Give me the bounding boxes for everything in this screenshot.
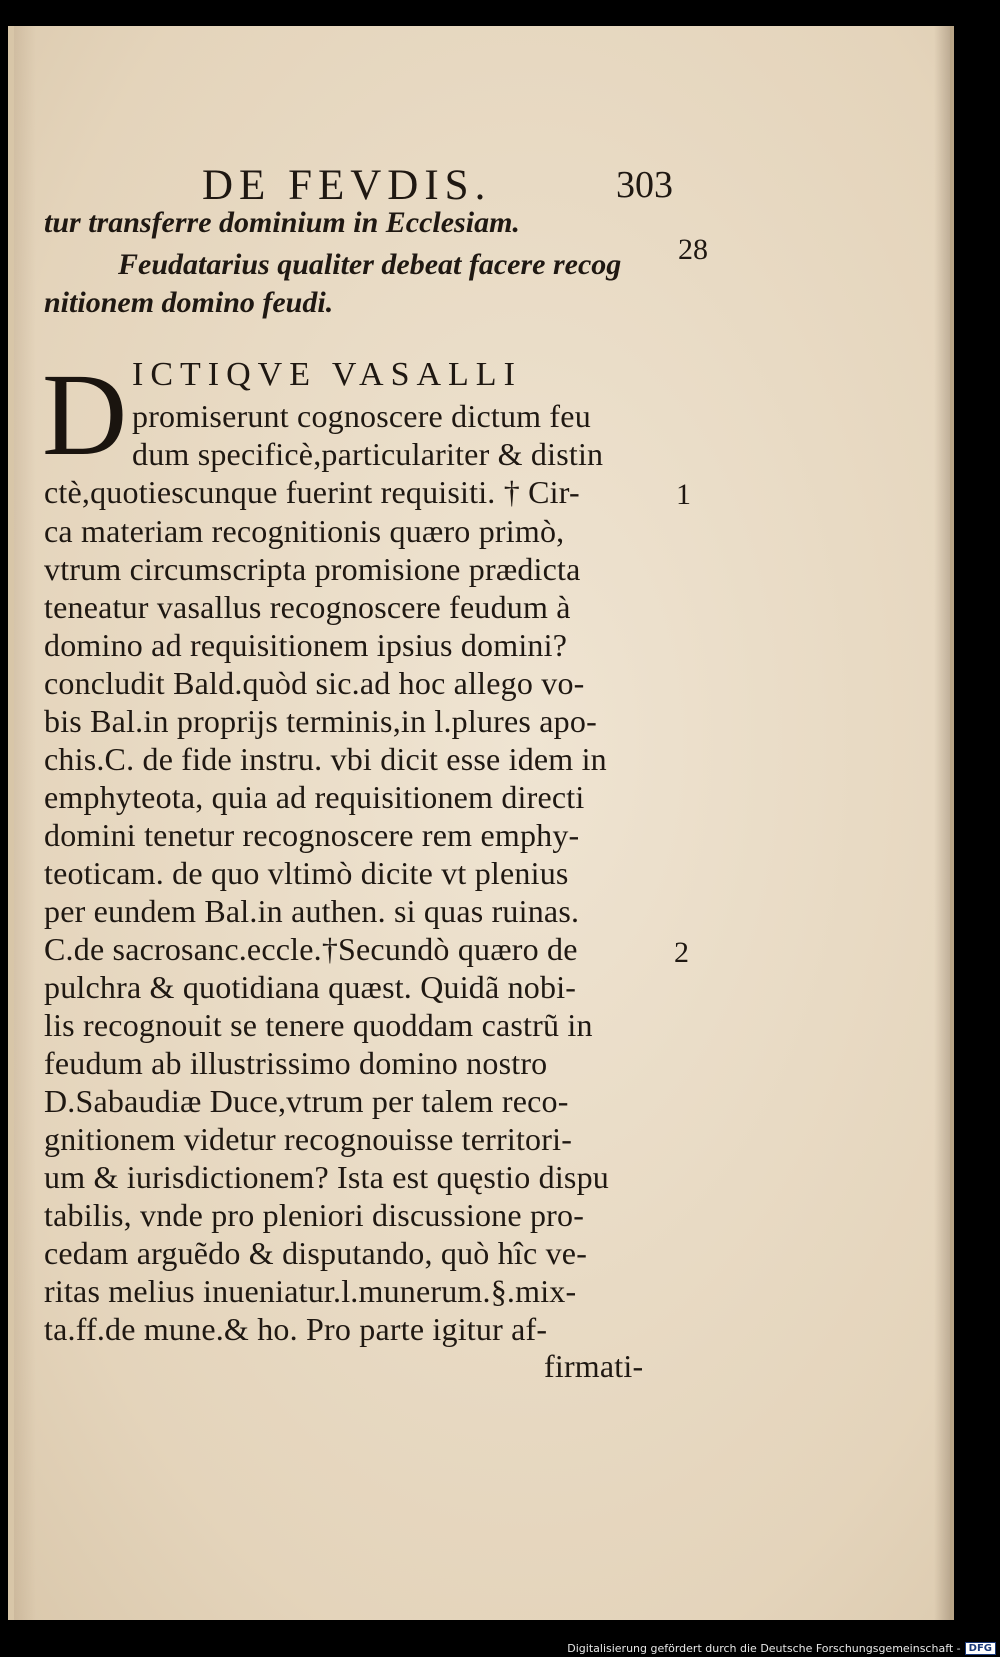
running-head: DE FEVDIS. <box>202 162 492 209</box>
body-line: ca materiam recognitionis quæro primò, <box>44 513 565 549</box>
digitization-credit <box>567 1642 996 1655</box>
body-line: pulchra & quotidiana quæst. Quidã nobi- <box>44 969 577 1005</box>
body-line: emphyteota, quia ad requisitionem directi <box>44 779 585 815</box>
body-line: vtrum circumscripta promisione prædicta <box>44 551 581 587</box>
body-line: promiserunt cognoscere dictum feu <box>132 398 591 434</box>
body-line: teoticam. de quo vltimò dicite vt plenius <box>44 855 569 891</box>
body-line: D.Sabaudiæ Duce,vtrum per talem reco- <box>44 1083 569 1119</box>
body-line: ritas melius inueniatur.l.munerum.§.mix- <box>44 1273 577 1309</box>
body-line: bis Bal.in proprijs terminis,in l.plures apo- <box>44 703 597 739</box>
body-line: cedam arguẽdo & disputando, quò hîc ve- <box>44 1235 588 1271</box>
body-line: C.de sacrosanc.eccle.†Secundò quæro de <box>44 931 578 967</box>
folio-number: 303 <box>616 164 673 206</box>
body-line: domini tenetur recognoscere rem emphy- <box>44 817 580 853</box>
body-line: domino ad requisitionem ipsius domini? <box>44 627 568 663</box>
body-line: feudum ab illustrissimo domino nostro <box>44 1045 548 1081</box>
body-line: tabilis, vnde pro pleniori discussione pro- <box>44 1197 585 1233</box>
body-line: gnitionem videtur recognouisse territori- <box>44 1121 573 1157</box>
catchword: firmati- <box>544 1348 644 1384</box>
body-line: teneatur vasallus recognoscere feudum à <box>44 589 571 625</box>
summary-line: Feudatarius qualiter debeat facere recog <box>118 248 622 281</box>
opening-caps-line: ICTIQVE VASALLI <box>132 356 522 393</box>
body-line: concludit Bald.quòd sic.ad hoc allego vo- <box>44 665 585 701</box>
book-page <box>8 26 954 1620</box>
section-number: 28 <box>678 233 708 266</box>
drop-cap: D <box>42 349 128 480</box>
body-line: dum specificè,particulariter & distin <box>132 436 604 472</box>
summary-line: tur transferre dominium in Ecclesiam. <box>44 206 520 239</box>
page-edge <box>8 26 14 1620</box>
margin-number: 2 <box>674 936 689 969</box>
body-line: ctè,quotiescunque fuerint requisiti. † Cir- <box>44 474 580 510</box>
body-line: ta.ff.de mune.& ho. Pro parte igitur af- <box>44 1311 548 1347</box>
body-line: per eundem Bal.in authen. si quas ruinas. <box>44 893 580 929</box>
body-line: lis recognouit se tenere quoddam castrũ in <box>44 1007 593 1043</box>
body-line: um & iurisdictionem? Ista est quęstio dispu <box>44 1159 609 1195</box>
margin-number: 1 <box>676 478 691 511</box>
summary-line: nitionem domino feudi. <box>44 286 334 319</box>
dfg-logo-icon: DFG <box>965 1642 996 1655</box>
body-line: chis.C. de fide instru. vbi dicit esse idem in <box>44 741 607 777</box>
credit-text: Digitalisierung gefördert durch die Deutsche Forschungsgemeinschaft - <box>567 1642 961 1655</box>
